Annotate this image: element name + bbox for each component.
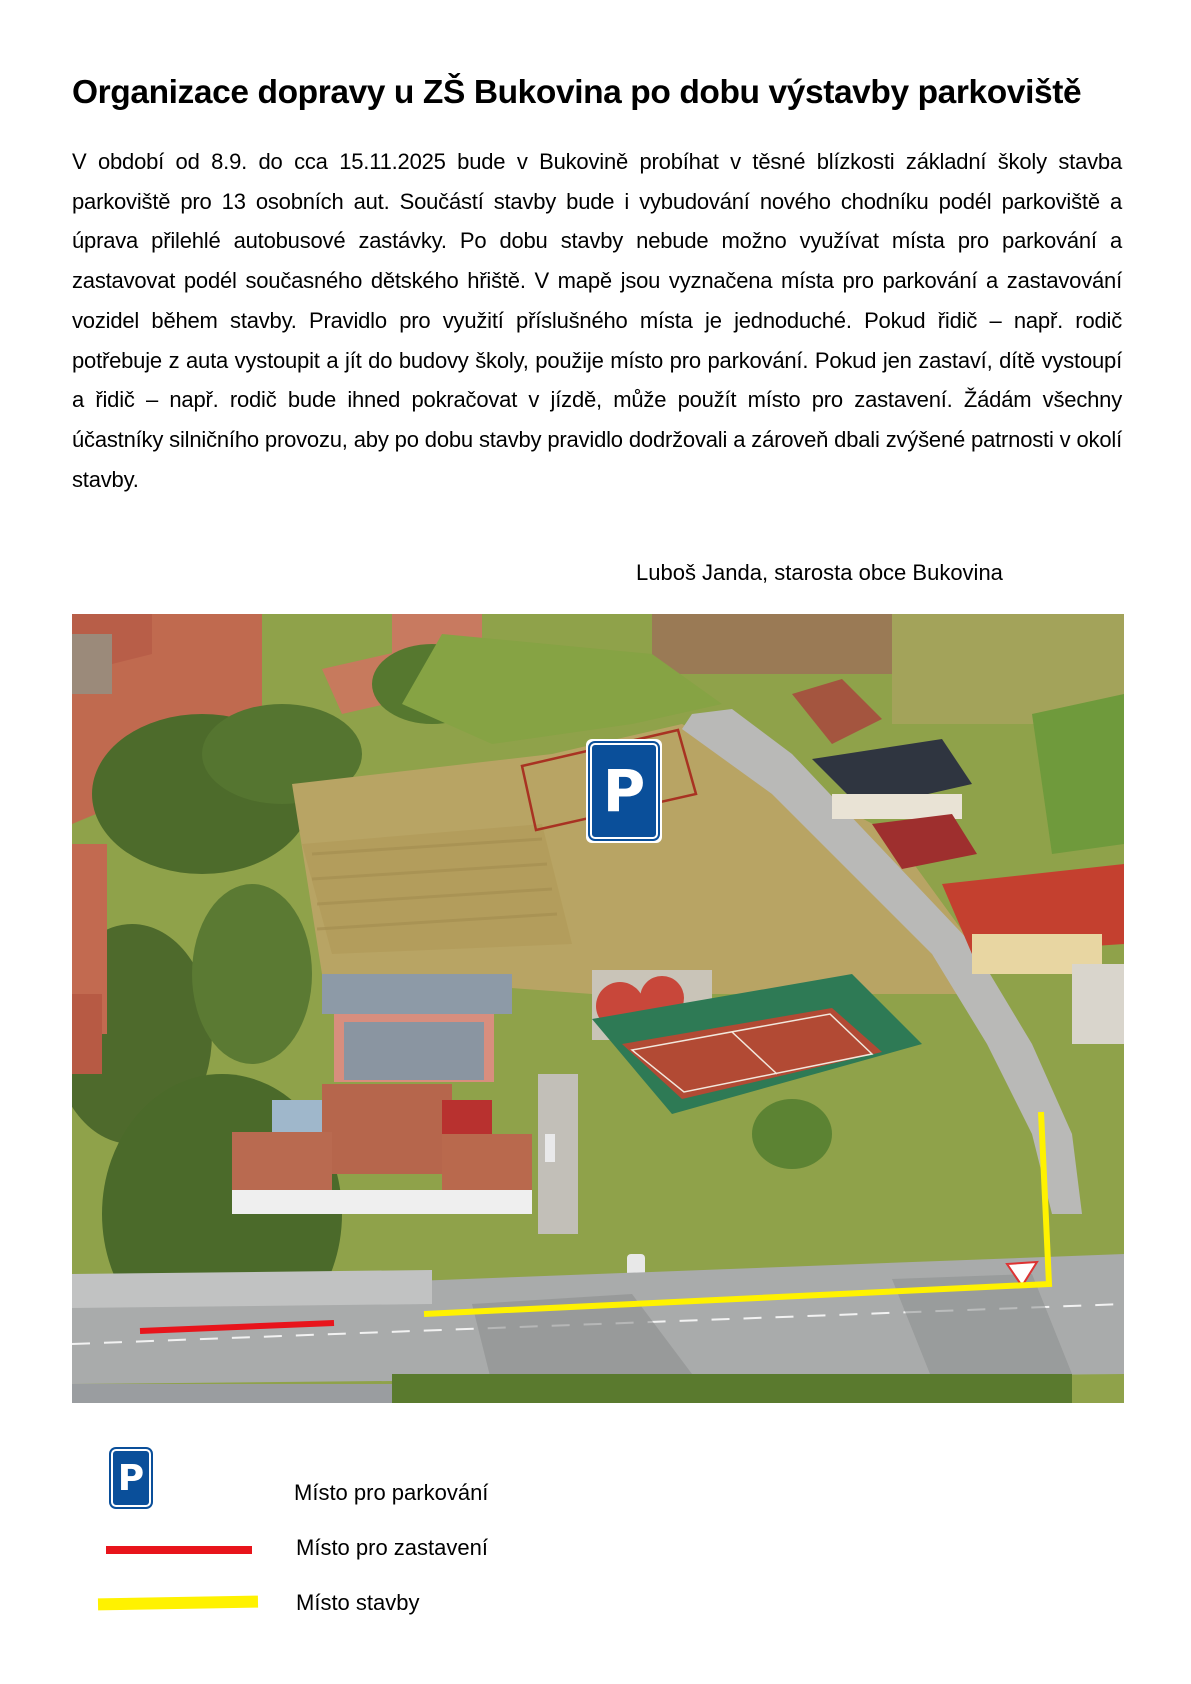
red-line-icon bbox=[106, 1546, 252, 1554]
yellow-line-icon bbox=[98, 1596, 258, 1611]
page-title: Organizace dopravy u ZŠ Bukovina po dobu výstavby parkoviště bbox=[72, 74, 1082, 111]
legend-label: Místo pro parkování bbox=[294, 1480, 489, 1505]
parking-sign-letter: P bbox=[602, 757, 646, 825]
legend-label: Místo stavby bbox=[296, 1590, 420, 1615]
body-paragraph: V období od 8.9. do cca 15.11.2025 bude v Bukovině probíhat v těsné blízkosti základní školy stavba parkoviště pro 13 osobních aut. Součástí stavby bude i vybudování nového chodníku podél parkoviště a úprava přilehlé autobusové zastávky. Po dobu stavby nebude možno využívat místa pro parkování a zastavovat podél současného dětského hřiště. V mapě jsou vyznačena místa pro parkování a zastavování vozidel během stavby. Pravidlo pro využití příslušného místa je jednoduché. Pokud řidič – např. rodič potřebuje z auta vystoupit a jít do budovy školy, použije místo pro parkování. Pokud jen zastaví, dítě vystoupí a řidič – např. rodič bude ihned pokračovat v jízdě, může použít místo pro zastavení. Žádám všechny účastníky silničního provozu, aby po dobu stavby pravidlo dodržovali a zároveň dbali zvýšené patrnosti v okolí stavby. bbox=[72, 149, 1122, 492]
body-text bbox=[72, 142, 1122, 499]
signature: Luboš Janda, starosta obce Bukovina bbox=[636, 560, 1003, 585]
legend-label: Místo pro zastavení bbox=[296, 1535, 488, 1560]
parking-sign-letter: P bbox=[117, 1457, 145, 1499]
parking-sign-icon bbox=[108, 1446, 154, 1510]
legend bbox=[90, 1440, 690, 1640]
parking-sign-icon bbox=[586, 739, 662, 843]
aerial-map bbox=[72, 614, 1124, 1403]
